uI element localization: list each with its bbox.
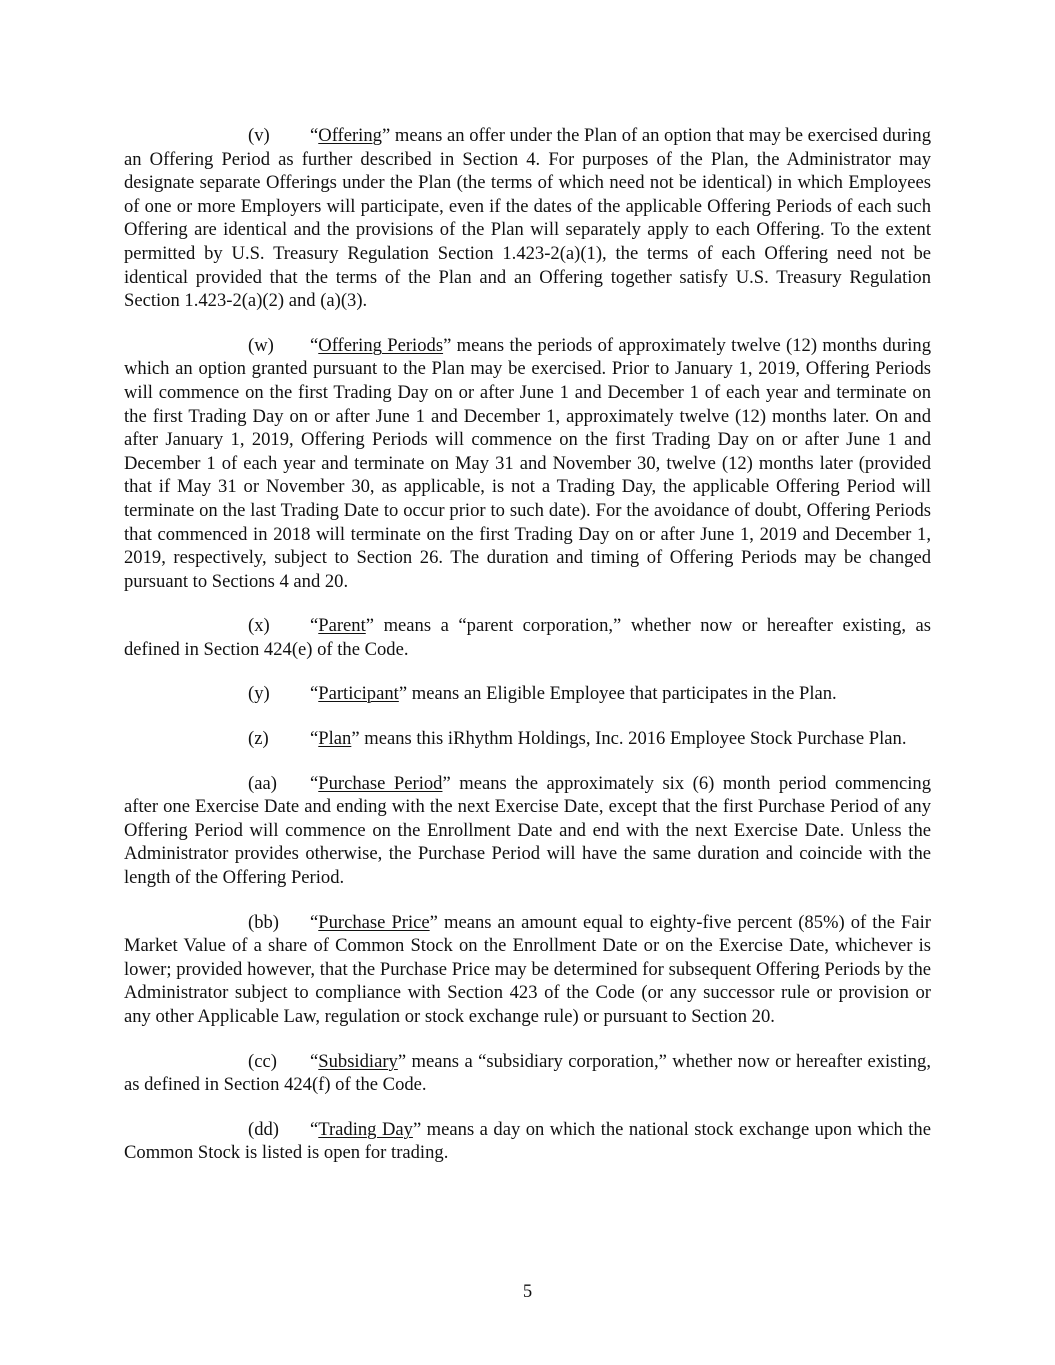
definition-y: (y) “Participant” means an Eligible Employee that participates in the Plan.: [248, 683, 837, 705]
definition-text: means an Eligible Employee that participates in the Plan.: [407, 683, 837, 705]
definition-text: means a “subsidiary corporation,” whether now or hereafter existing, as defined in Section 424(f) of the Code.: [124, 1050, 931, 1096]
definition-text: means a day on which the national stock exchange upon which the Common Stock is listed is open for trading.: [124, 1118, 931, 1164]
definition-text: means an offer under the Plan of an option that may be exercised during an Offering Period as further described in Section 4. For purposes of the Plan, the Administrator may designate separate Offerings under the Plan (the terms of which need not be identical) in which Employees of one or more Employers will participate, even if the dates of the applicable Offering Periods of each such Offering are identical and the provisions of the Plan will separately apply to each Offering. To the extent permitted by U.S. Treasury Regulation Section 1.423-2(a)(1), the terms of each Offering need not be identical provided that the terms of the Plan and an Offering together satisfy U.S. Treasury Regulation Section 1.423-2(a)(2) and (a)(3).: [124, 125, 931, 312]
definition-dd: (dd) “Trading Day” means a day on which the national stock exchange upon which the Common Stock is listed is open for trading.: [124, 1118, 931, 1164]
definition-label: (x): [248, 615, 270, 637]
definition-term: Purchase Period: [318, 772, 443, 794]
definition-label: (dd): [248, 1118, 279, 1140]
definition-text: means the periods of approximately twelve (12) months during which an option granted pursuant to the Plan may be exercised. Prior to January 1, 2019, Offering Periods will commence on the first Trading Day on or after June 1 and December 1 of each year and terminate on the first Trading Day on or after June 1 and December 1, approximately twelve (12) months later. On and after January 1, 2019, Offering Periods will commence on the first Trading Day on or after June 1 and December 1 of each year and terminate on May 31 and November 30, twelve (12) months later (provided that if May 31 or November 30, as applicable, is not a Trading Day, the applicable Offering Period will terminate on the last Trading Date to occur prior to such date). For the avoidance of doubt, Offering Periods that commenced in 2018 will terminate on the first Trading Day on or after June 1, 2019 and December 1, 2019, respectively, subject to Section 26. The duration and timing of Offering Periods may be changed pursuant to Sections 4 and 20.: [124, 334, 931, 592]
definition-bb: (bb) “Purchase Price” means an amount equal to eighty-five percent (85%) of the Fair Market Value of a share of Common Stock on the Enrollment Date or on the Exercise Date, whichever is lower; provided however, that the Purchase Price may be determined for subsequent Offering Periods by the Administrator subject to compliance with Section 423 of the Code (or any successor rule or provision or any other Applicable Law, regulation or stock exchange rule) or pursuant to Section 20.: [124, 911, 931, 1027]
definition-cc: (cc) “Subsidiary” means a “subsidiary corporation,” whether now or hereafter existing, as defined in Section 424(f) of the Code.: [124, 1050, 931, 1096]
definition-term: Plan: [318, 728, 352, 750]
definition-label: (w): [248, 334, 274, 356]
page-number: 5: [522, 1281, 533, 1302]
definition-term: Subsidiary: [318, 1050, 398, 1072]
definition-x: (x) “Parent” means a “parent corporation,” whether now or hereafter existing, as defined in Section 424(e) of the Code.: [124, 615, 931, 660]
definition-text: means this iRhythm Holdings, Inc. 2016 Employee Stock Purchase Plan.: [359, 728, 907, 750]
definition-label: (aa): [248, 772, 277, 794]
definition-text: means an amount equal to eighty-five percent (85%) of the Fair Market Value of a share of Common Stock on the Enrollment Date or on the Exercise Date, whichever is lower; provided however, that the Purchase Price may be determined for subsequent Offering Periods by the Administrator subject to compliance with Section 423 of the Code (or any successor rule or provision or any other Applicable Law, regulation or stock exchange rule) or pursuant to Section 20.: [124, 911, 931, 1027]
definition-term: Offering Periods: [318, 334, 444, 356]
definition-aa: (aa) “Purchase Period” means the approximately six (6) month period commencing after one Exercise Date and ending with the next Exercise Date, except that the first Purchase Period of any Offering Period will commence on the Enrollment Date and end with the next Exercise Date. Unless the Administrator provides otherwise, the Purchase Period will have the same duration and coincide with the length of the Offering Period.: [124, 772, 931, 889]
definition-label: (y): [248, 683, 270, 705]
definition-term: Offering: [318, 125, 382, 146]
definition-text: means a “parent corporation,” whether now or hereafter existing, as defined in Section 424(e) of the Code.: [124, 615, 931, 660]
definition-label: (cc): [248, 1050, 277, 1072]
definition-label: (bb): [248, 911, 279, 933]
definition-term: Participant: [318, 683, 399, 705]
definition-label: (z): [248, 728, 269, 750]
definitions-section: [124, 124, 931, 1165]
definition-z: (z) “Plan” means this iRhythm Holdings, Inc. 2016 Employee Stock Purchase Plan.: [248, 728, 907, 750]
definition-v: (v) “Offering” means an offer under the Plan of an option that may be exercised during an Offering Period as further described in Section 4. For purposes of the Plan, the Administrator may designate separate Offerings under the Plan (the terms of which need not be identical) in which Employees of one or more Employers will participate, even if the dates of the applicable Offering Periods of each such Offering are identical and the provisions of the Plan will separately apply to each Offering. To the extent permitted by U.S. Treasury Regulation Section 1.423-2(a)(1), the terms of each Offering need not be identical provided that the terms of the Plan and an Offering together satisfy U.S. Treasury Regulation Section 1.423-2(a)(2) and (a)(3).: [124, 125, 931, 312]
definition-text: means the approximately six (6) month period commencing after one Exercise Date and ending with the next Exercise Date, except that the first Purchase Period of any Offering Period will commence on the Enrollment Date and end with the next Exercise Date. Unless the Administrator provides otherwise, the Purchase Period will have the same duration and coincide with the length of the Offering Period.: [124, 772, 931, 889]
definition-w: (w) “Offering Periods” means the periods of approximately twelve (12) months during which an option granted pursuant to the Plan may be exercised. Prior to January 1, 2019, Offering Periods will commence on the first Trading Day on or after June 1 and December 1 of each year and terminate on the first Trading Day on or after June 1 and December 1, approximately twelve (12) months later. On and after January 1, 2019, Offering Periods will commence on the first Trading Day on or after June 1 and December 1 of each year and terminate on May 31 and November 30, twelve (12) months later (provided that if May 31 or November 30, as applicable, is not a Trading Day, the applicable Offering Period will terminate on the last Trading Date to occur prior to such date). For the avoidance of doubt, Offering Periods that commenced in 2018 will terminate on the first Trading Day on or after June 1, 2019 and December 1, 2019, respectively, subject to Section 26. The duration and timing of Offering Periods may be changed pursuant to Sections 4 and 20.: [124, 334, 931, 592]
definition-term: Purchase Price: [318, 911, 430, 933]
definition-term: Trading Day: [318, 1118, 413, 1140]
definition-term: Parent: [318, 615, 366, 637]
definition-label: (v): [248, 125, 270, 146]
